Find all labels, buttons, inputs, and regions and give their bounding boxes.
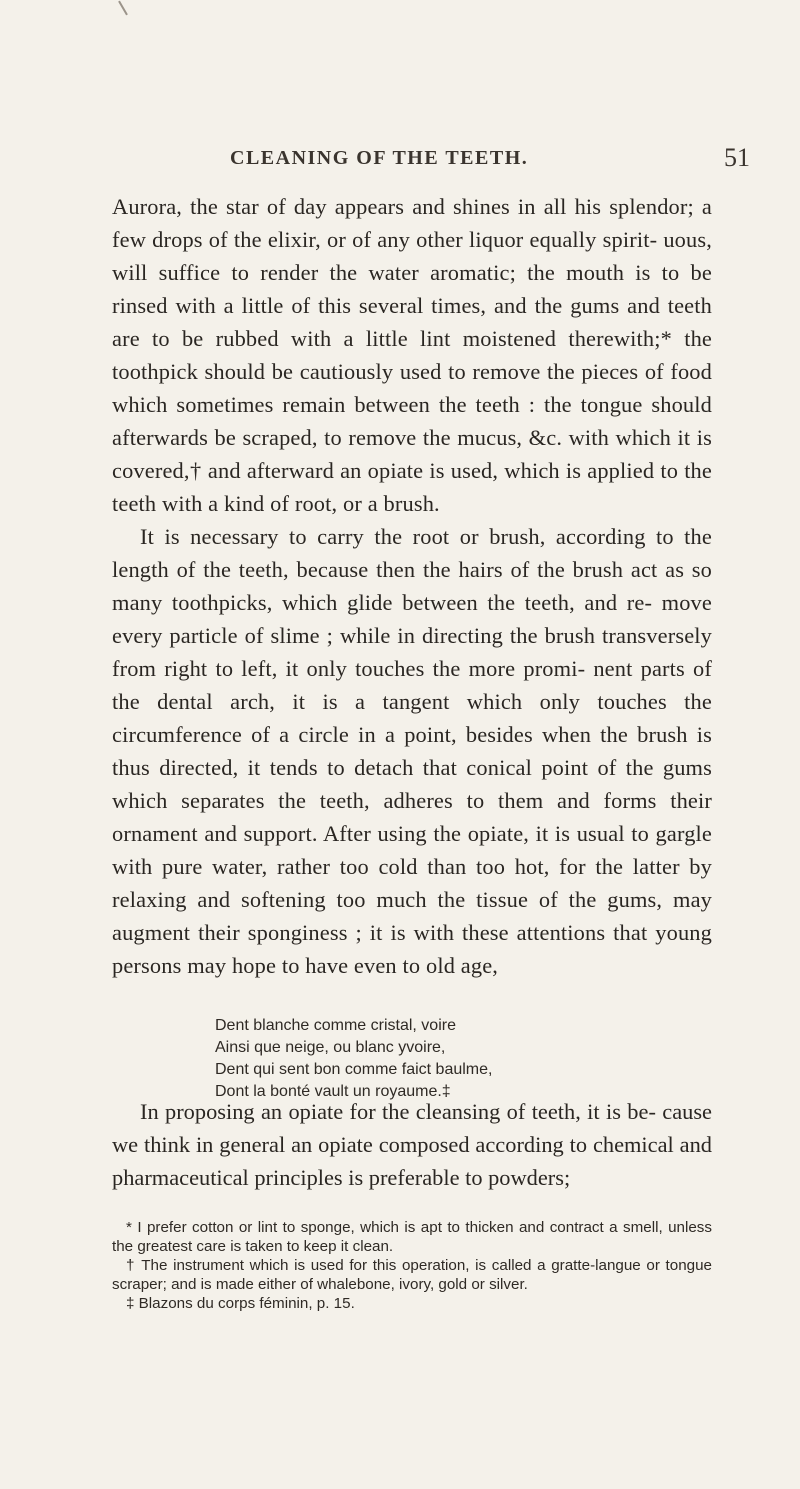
footnote-3: ‡ Blazons du corps féminin, p. 15. <box>126 1295 355 1312</box>
footnotes <box>112 1218 712 1313</box>
page-number: 51 <box>724 143 750 172</box>
paragraph-after-verse <box>112 1095 712 1194</box>
running-title: CLEANING OF THE TEETH. <box>230 146 529 169</box>
verse-line-3: Dent qui sent bon comme faict baulme, <box>215 1061 493 1078</box>
paragraph-3: In proposing an opiate for the cleansing of teeth, it is be- cause we think in general an opiate composed according to chemical and pharmaceutical principles is preferable to powders; <box>112 1099 712 1190</box>
french-verse-quote <box>215 1015 675 1103</box>
footnote-1: * I prefer cotton or lint to sponge, which is apt to thicken and contract a smell, unless the greatest care is taken to keep it clean. <box>112 1219 712 1255</box>
paragraph-2: It is necessary to carry the root or brush, according to the length of the teeth, because then the hairs of the brush act as so many toothpicks, which glide between the teeth, and re- move every particle of slime ; while in directing the brush transversely from right to left, it only touches the more promi- nent parts of the dental arch, it is a tangent which only touches the circumference of a circle in a point, besides when the brush is thus directed, it tends to detach that conical point of the gums which separates the teeth, adheres to them and forms their ornament and support. After using the opiate, it is usual to gargle with pure water, rather too cold than too hot, for the latter by relaxing and softening too much the tissue of the gums, may augment their sponginess ; it is with these attentions that young persons may hope to have even to old age, <box>112 524 712 978</box>
verse-line-2: Ainsi que neige, ou blanc yvoire, <box>215 1039 446 1056</box>
footnote-2: † The instrument which is used for this operation, is called a gratte-langue or tongue scraper; and is made either of whalebone, ivory, gold or silver. <box>112 1257 712 1293</box>
main-text <box>112 190 712 982</box>
verse-line-4: Dont la bonté vault un royaume.‡ <box>215 1083 451 1100</box>
paragraph-1: Aurora, the star of day appears and shines in all his splendor; a few drops of the elixir, or of any other liquor equally spirit- uous, will suffice to render the water aromatic; the mouth is to be rinsed with a little of this several times, and the gums and teeth are to be rubbed with a little lint moistened therewith;* the toothpick should be cautiously used to remove the pieces of food which sometimes remain between the teeth : the tongue should afterwards be scraped, to remove the mucus, &c. with which it is covered,† and afterward an opiate is used, which is applied to the teeth with a kind of root, or a brush. <box>112 194 712 516</box>
page-corner-mark <box>118 1 128 16</box>
verse-line-1: Dent blanche comme cristal, voire <box>215 1017 456 1034</box>
page-header <box>230 140 750 176</box>
